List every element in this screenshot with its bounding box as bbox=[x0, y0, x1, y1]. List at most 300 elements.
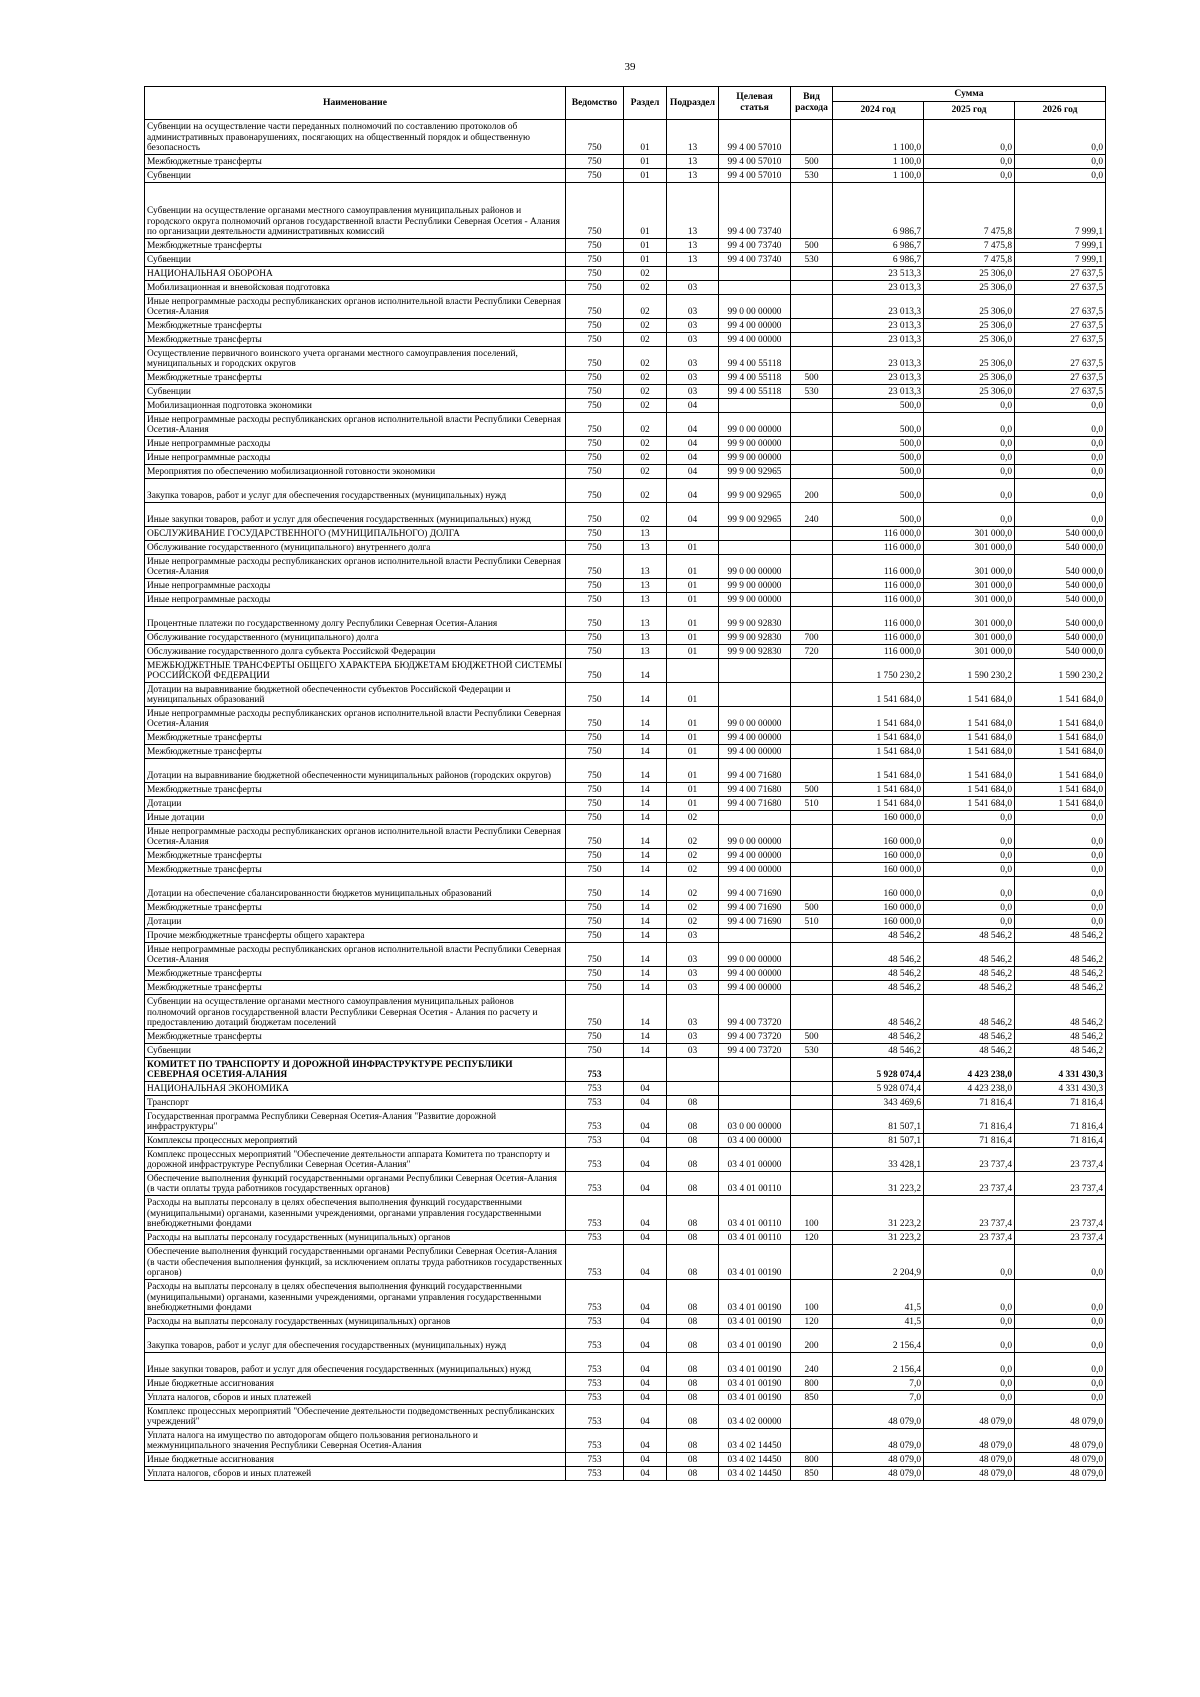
row-type: 530 bbox=[791, 1044, 833, 1058]
row-value-2026: 1 541 684,0 bbox=[1015, 731, 1106, 745]
row-target: 03 4 02 14450 bbox=[719, 1467, 791, 1481]
row-target: 03 4 01 00110 bbox=[719, 1196, 791, 1231]
row-target: 99 0 00 00000 bbox=[719, 295, 791, 319]
row-value-2026: 0,0 bbox=[1015, 479, 1106, 503]
row-value-2025: 301 000,0 bbox=[924, 579, 1015, 593]
row-name: Иные бюджетные ассигнования bbox=[145, 1377, 566, 1391]
row-value-2024: 48 079,0 bbox=[833, 1405, 924, 1429]
row-dept: 753 bbox=[566, 1148, 624, 1172]
row-value-2024: 160 000,0 bbox=[833, 901, 924, 915]
table-row bbox=[145, 1405, 1106, 1429]
table-row bbox=[145, 981, 1106, 995]
row-name: Расходы на выплаты персоналу в целях обеспечения выполнения функций государственными (муниципальными) органами, казенными учреждениями, органами управления государственными внебюджетными фондами bbox=[145, 1196, 566, 1231]
row-value-2025: 48 079,0 bbox=[924, 1453, 1015, 1467]
row-target: 99 4 00 73720 bbox=[719, 1030, 791, 1044]
row-value-2024: 23 013,3 bbox=[833, 385, 924, 399]
row-value-2026: 23 737,4 bbox=[1015, 1172, 1106, 1196]
table-row bbox=[145, 1245, 1106, 1280]
row-value-2026: 0,0 bbox=[1015, 451, 1106, 465]
row-value-2024: 31 223,2 bbox=[833, 1196, 924, 1231]
header-sum: Сумма bbox=[833, 87, 1106, 102]
row-type bbox=[791, 399, 833, 413]
row-dept: 750 bbox=[566, 120, 624, 155]
row-target: 99 4 00 71680 bbox=[719, 783, 791, 797]
row-dept: 750 bbox=[566, 267, 624, 281]
row-value-2024: 160 000,0 bbox=[833, 811, 924, 825]
row-name: Мобилизационная и вневойсковая подготовка bbox=[145, 281, 566, 295]
row-value-2024: 1 541 684,0 bbox=[833, 759, 924, 783]
row-subsection: 01 bbox=[667, 541, 719, 555]
row-target: 99 4 00 57010 bbox=[719, 169, 791, 183]
row-dept: 750 bbox=[566, 593, 624, 607]
row-name: Иные непрограммные расходы bbox=[145, 593, 566, 607]
table-row bbox=[145, 465, 1106, 479]
row-section: 04 bbox=[624, 1134, 667, 1148]
row-target bbox=[719, 1058, 791, 1082]
row-value-2024: 1 541 684,0 bbox=[833, 783, 924, 797]
header-type: Вид расхода bbox=[791, 87, 833, 120]
row-section: 14 bbox=[624, 849, 667, 863]
page-number: 39 bbox=[624, 61, 636, 73]
row-value-2026: 27 637,5 bbox=[1015, 385, 1106, 399]
row-value-2025: 48 546,2 bbox=[924, 981, 1015, 995]
row-target: 99 4 00 00000 bbox=[719, 863, 791, 877]
row-target: 03 4 02 00000 bbox=[719, 1405, 791, 1429]
row-type bbox=[791, 541, 833, 555]
row-subsection: 01 bbox=[667, 797, 719, 811]
row-name: Иные непрограммные расходы республиканских органов исполнительной власти Республики Северная Осетия-Алания bbox=[145, 707, 566, 731]
row-subsection: 03 bbox=[667, 1030, 719, 1044]
row-target: 03 4 01 00190 bbox=[719, 1391, 791, 1405]
row-value-2024: 500,0 bbox=[833, 437, 924, 451]
row-value-2025: 0,0 bbox=[924, 863, 1015, 877]
row-value-2024: 116 000,0 bbox=[833, 607, 924, 631]
row-section: 02 bbox=[624, 451, 667, 465]
row-target: 03 4 01 00190 bbox=[719, 1329, 791, 1353]
row-value-2026: 48 079,0 bbox=[1015, 1467, 1106, 1481]
row-value-2024: 81 507,1 bbox=[833, 1134, 924, 1148]
row-type bbox=[791, 849, 833, 863]
row-type bbox=[791, 579, 833, 593]
row-section: 02 bbox=[624, 503, 667, 527]
row-value-2024: 1 541 684,0 bbox=[833, 731, 924, 745]
table-row bbox=[145, 825, 1106, 849]
row-type: 240 bbox=[791, 503, 833, 527]
table-row bbox=[145, 1231, 1106, 1245]
row-value-2024: 116 000,0 bbox=[833, 645, 924, 659]
row-value-2024: 160 000,0 bbox=[833, 915, 924, 929]
table-row bbox=[145, 929, 1106, 943]
row-dept: 750 bbox=[566, 479, 624, 503]
row-type bbox=[791, 995, 833, 1030]
row-value-2024: 33 428,1 bbox=[833, 1148, 924, 1172]
row-value-2026: 540 000,0 bbox=[1015, 555, 1106, 579]
row-name: Межбюджетные трансферты bbox=[145, 319, 566, 333]
row-value-2026: 0,0 bbox=[1015, 169, 1106, 183]
table-row bbox=[145, 645, 1106, 659]
row-value-2025: 23 737,4 bbox=[924, 1231, 1015, 1245]
row-value-2026: 0,0 bbox=[1015, 399, 1106, 413]
row-value-2024: 23 013,3 bbox=[833, 319, 924, 333]
header-subsection: Подраздел bbox=[667, 87, 719, 120]
row-target: 99 4 00 55118 bbox=[719, 385, 791, 399]
row-value-2026: 540 000,0 bbox=[1015, 541, 1106, 555]
row-subsection: 03 bbox=[667, 995, 719, 1030]
row-value-2026: 27 637,5 bbox=[1015, 267, 1106, 281]
row-dept: 753 bbox=[566, 1429, 624, 1453]
row-target: 99 4 00 73720 bbox=[719, 1044, 791, 1058]
row-section: 04 bbox=[624, 1391, 667, 1405]
row-value-2026: 1 541 684,0 bbox=[1015, 683, 1106, 707]
row-section: 14 bbox=[624, 981, 667, 995]
row-subsection: 04 bbox=[667, 399, 719, 413]
table-row bbox=[145, 811, 1106, 825]
row-value-2025: 25 306,0 bbox=[924, 347, 1015, 371]
table-row bbox=[145, 607, 1106, 631]
row-dept: 753 bbox=[566, 1058, 624, 1082]
row-target: 03 4 01 00000 bbox=[719, 1148, 791, 1172]
row-section: 13 bbox=[624, 579, 667, 593]
row-name: Иные дотации bbox=[145, 811, 566, 825]
row-target: 03 4 02 14450 bbox=[719, 1453, 791, 1467]
table-row bbox=[145, 877, 1106, 901]
row-value-2025: 71 816,4 bbox=[924, 1110, 1015, 1134]
row-target: 99 4 00 71690 bbox=[719, 915, 791, 929]
row-subsection: 03 bbox=[667, 333, 719, 347]
row-value-2024: 23 013,3 bbox=[833, 281, 924, 295]
row-section: 02 bbox=[624, 371, 667, 385]
row-value-2024: 23 513,3 bbox=[833, 267, 924, 281]
row-name: Дотации bbox=[145, 915, 566, 929]
row-dept: 750 bbox=[566, 253, 624, 267]
row-value-2024: 500,0 bbox=[833, 465, 924, 479]
row-value-2026: 71 816,4 bbox=[1015, 1110, 1106, 1134]
row-subsection: 08 bbox=[667, 1110, 719, 1134]
row-subsection: 04 bbox=[667, 479, 719, 503]
row-section: 02 bbox=[624, 267, 667, 281]
table-row bbox=[145, 683, 1106, 707]
row-section: 13 bbox=[624, 593, 667, 607]
table-row bbox=[145, 541, 1106, 555]
row-type bbox=[791, 281, 833, 295]
row-subsection: 01 bbox=[667, 579, 719, 593]
row-value-2025: 0,0 bbox=[924, 825, 1015, 849]
row-value-2024: 6 986,7 bbox=[833, 239, 924, 253]
row-dept: 753 bbox=[566, 1134, 624, 1148]
row-name: Государственная программа Республики Северная Осетия-Алания "Развитие дорожной инфраструктуры" bbox=[145, 1110, 566, 1134]
row-name: Дотации bbox=[145, 797, 566, 811]
row-dept: 753 bbox=[566, 1353, 624, 1377]
row-target: 03 4 01 00190 bbox=[719, 1353, 791, 1377]
table-row bbox=[145, 503, 1106, 527]
row-subsection: 01 bbox=[667, 731, 719, 745]
row-type bbox=[791, 707, 833, 731]
row-value-2026: 27 637,5 bbox=[1015, 347, 1106, 371]
row-value-2026: 540 000,0 bbox=[1015, 645, 1106, 659]
table-row bbox=[145, 967, 1106, 981]
row-value-2025: 0,0 bbox=[924, 811, 1015, 825]
row-dept: 753 bbox=[566, 1196, 624, 1231]
row-target: 99 4 00 00000 bbox=[719, 745, 791, 759]
row-section: 14 bbox=[624, 783, 667, 797]
row-target: 99 4 00 57010 bbox=[719, 120, 791, 155]
row-value-2024: 1 541 684,0 bbox=[833, 745, 924, 759]
row-subsection: 01 bbox=[667, 555, 719, 579]
row-value-2025: 0,0 bbox=[924, 1391, 1015, 1405]
row-name: Иные непрограммные расходы bbox=[145, 437, 566, 451]
row-section: 01 bbox=[624, 253, 667, 267]
row-target bbox=[719, 281, 791, 295]
table-row bbox=[145, 281, 1106, 295]
row-target: 99 4 00 00000 bbox=[719, 731, 791, 745]
row-value-2024: 48 546,2 bbox=[833, 967, 924, 981]
row-value-2025: 0,0 bbox=[924, 169, 1015, 183]
row-target: 99 4 00 00000 bbox=[719, 333, 791, 347]
row-section: 02 bbox=[624, 385, 667, 399]
table-row bbox=[145, 943, 1106, 967]
row-value-2025: 25 306,0 bbox=[924, 319, 1015, 333]
row-section: 04 bbox=[624, 1280, 667, 1315]
row-dept: 750 bbox=[566, 659, 624, 683]
row-subsection: 08 bbox=[667, 1467, 719, 1481]
row-value-2024: 500,0 bbox=[833, 479, 924, 503]
row-target: 99 4 00 55118 bbox=[719, 347, 791, 371]
row-section: 13 bbox=[624, 631, 667, 645]
row-target: 99 9 00 92965 bbox=[719, 465, 791, 479]
header-target: Целевая статья bbox=[719, 87, 791, 120]
row-section: 14 bbox=[624, 929, 667, 943]
row-type: 100 bbox=[791, 1280, 833, 1315]
table-row bbox=[145, 659, 1106, 683]
header-year-2024: 2024 год bbox=[833, 102, 924, 120]
table-row bbox=[145, 745, 1106, 759]
row-target bbox=[719, 541, 791, 555]
row-value-2024: 116 000,0 bbox=[833, 593, 924, 607]
row-target: 99 9 00 92830 bbox=[719, 607, 791, 631]
row-subsection: 08 bbox=[667, 1315, 719, 1329]
row-name: Иные непрограммные расходы республиканских органов исполнительной власти Республики Северная Осетия-Алания bbox=[145, 295, 566, 319]
row-value-2025: 23 737,4 bbox=[924, 1148, 1015, 1172]
table-row bbox=[145, 1315, 1106, 1329]
row-value-2026: 0,0 bbox=[1015, 155, 1106, 169]
row-type bbox=[791, 607, 833, 631]
row-value-2024: 116 000,0 bbox=[833, 541, 924, 555]
row-value-2026: 48 546,2 bbox=[1015, 943, 1106, 967]
row-type: 500 bbox=[791, 155, 833, 169]
row-section: 01 bbox=[624, 183, 667, 239]
row-name: Иные непрограммные расходы республиканских органов исполнительной власти Республики Северная Осетия-Алания bbox=[145, 555, 566, 579]
budget-table bbox=[144, 86, 1106, 1481]
row-target: 03 4 00 00000 bbox=[719, 1134, 791, 1148]
row-name: Мероприятия по обеспечению мобилизационной готовности экономики bbox=[145, 465, 566, 479]
row-type bbox=[791, 683, 833, 707]
table-row bbox=[145, 413, 1106, 437]
row-target: 99 4 00 00000 bbox=[719, 849, 791, 863]
table-row bbox=[145, 120, 1106, 155]
row-value-2024: 6 986,7 bbox=[833, 183, 924, 239]
row-type bbox=[791, 929, 833, 943]
row-value-2024: 500,0 bbox=[833, 503, 924, 527]
table-row bbox=[145, 347, 1106, 371]
row-section: 14 bbox=[624, 825, 667, 849]
row-value-2024: 1 541 684,0 bbox=[833, 707, 924, 731]
row-subsection: 08 bbox=[667, 1172, 719, 1196]
row-section: 13 bbox=[624, 645, 667, 659]
row-value-2026: 4 331 430,3 bbox=[1015, 1058, 1106, 1082]
row-type: 720 bbox=[791, 645, 833, 659]
row-target: 03 0 00 00000 bbox=[719, 1110, 791, 1134]
row-name: Процентные платежи по государственному долгу Республики Северная Осетия-Алания bbox=[145, 607, 566, 631]
table-row bbox=[145, 915, 1106, 929]
row-target: 99 4 00 00000 bbox=[719, 319, 791, 333]
row-section: 14 bbox=[624, 901, 667, 915]
row-target: 99 9 00 92965 bbox=[719, 503, 791, 527]
row-value-2026: 0,0 bbox=[1015, 1377, 1106, 1391]
row-name: Расходы на выплаты персоналу в целях обеспечения выполнения функций государственными (муниципальными) органами, казенными учреждениями, органами управления государственными внебюджетными фондами bbox=[145, 1280, 566, 1315]
row-value-2025: 25 306,0 bbox=[924, 267, 1015, 281]
row-target: 99 4 00 73740 bbox=[719, 253, 791, 267]
row-section: 02 bbox=[624, 281, 667, 295]
row-name: Комплекс процессных мероприятий "Обеспечение деятельности подведомственных республиканских учреждений" bbox=[145, 1405, 566, 1429]
row-name: Субвенции на осуществление части переданных полномочий по составлению протоколов об административных правонарушениях, посягающих на общественный порядок и общественную безопасность bbox=[145, 120, 566, 155]
row-value-2025: 71 816,4 bbox=[924, 1134, 1015, 1148]
row-value-2025: 0,0 bbox=[924, 451, 1015, 465]
table-row bbox=[145, 1467, 1106, 1481]
row-subsection: 02 bbox=[667, 915, 719, 929]
row-target: 99 9 00 92830 bbox=[719, 631, 791, 645]
row-target: 99 0 00 00000 bbox=[719, 825, 791, 849]
row-type: 530 bbox=[791, 385, 833, 399]
row-value-2025: 48 079,0 bbox=[924, 1467, 1015, 1481]
row-type bbox=[791, 333, 833, 347]
row-value-2025: 48 546,2 bbox=[924, 967, 1015, 981]
row-target: 03 4 01 00190 bbox=[719, 1245, 791, 1280]
row-section: 02 bbox=[624, 295, 667, 319]
row-value-2026: 0,0 bbox=[1015, 1315, 1106, 1329]
row-subsection: 04 bbox=[667, 465, 719, 479]
row-value-2024: 500,0 bbox=[833, 399, 924, 413]
row-value-2024: 48 546,2 bbox=[833, 943, 924, 967]
row-target bbox=[719, 267, 791, 281]
row-section: 14 bbox=[624, 967, 667, 981]
row-type bbox=[791, 1405, 833, 1429]
row-type: 850 bbox=[791, 1467, 833, 1481]
table-row bbox=[145, 783, 1106, 797]
row-value-2024: 23 013,3 bbox=[833, 295, 924, 319]
row-value-2024: 7,0 bbox=[833, 1377, 924, 1391]
row-dept: 750 bbox=[566, 1030, 624, 1044]
row-section: 04 bbox=[624, 1329, 667, 1353]
row-subsection: 03 bbox=[667, 319, 719, 333]
row-value-2024: 41,5 bbox=[833, 1280, 924, 1315]
table-row bbox=[145, 1134, 1106, 1148]
row-type: 800 bbox=[791, 1377, 833, 1391]
row-target: 99 4 00 73720 bbox=[719, 995, 791, 1030]
row-value-2024: 48 546,2 bbox=[833, 929, 924, 943]
row-name: Уплата налогов, сборов и иных платежей bbox=[145, 1391, 566, 1405]
row-value-2025: 0,0 bbox=[924, 120, 1015, 155]
row-type bbox=[791, 120, 833, 155]
row-name: Субвенции на осуществление органами местного самоуправления муниципальных районов и городского округа полномочий органов государственной власти Республики Северная Осетия - Алания по организации деятельности административных комиссий bbox=[145, 183, 566, 239]
row-section: 02 bbox=[624, 333, 667, 347]
row-type bbox=[791, 1429, 833, 1453]
row-dept: 750 bbox=[566, 707, 624, 731]
table-row bbox=[145, 267, 1106, 281]
row-subsection: 08 bbox=[667, 1405, 719, 1429]
row-value-2026: 71 816,4 bbox=[1015, 1096, 1106, 1110]
row-value-2024: 41,5 bbox=[833, 1315, 924, 1329]
row-target bbox=[719, 811, 791, 825]
row-name: Закупка товаров, работ и услуг для обеспечения государственных (муниципальных) нужд bbox=[145, 1329, 566, 1353]
row-dept: 750 bbox=[566, 943, 624, 967]
row-target bbox=[719, 683, 791, 707]
row-name: ОБСЛУЖИВАНИЕ ГОСУДАРСТВЕННОГО (МУНИЦИПАЛЬНОГО) ДОЛГА bbox=[145, 527, 566, 541]
row-value-2024: 1 541 684,0 bbox=[833, 797, 924, 811]
row-dept: 750 bbox=[566, 607, 624, 631]
row-value-2026: 0,0 bbox=[1015, 1391, 1106, 1405]
row-value-2026: 540 000,0 bbox=[1015, 527, 1106, 541]
row-subsection: 01 bbox=[667, 759, 719, 783]
row-value-2025: 301 000,0 bbox=[924, 645, 1015, 659]
row-name: Межбюджетные трансферты bbox=[145, 745, 566, 759]
row-subsection: 04 bbox=[667, 437, 719, 451]
row-value-2024: 48 546,2 bbox=[833, 995, 924, 1030]
row-section: 14 bbox=[624, 683, 667, 707]
row-name: Межбюджетные трансферты bbox=[145, 901, 566, 915]
row-target: 99 9 00 92830 bbox=[719, 645, 791, 659]
row-value-2024: 2 204,9 bbox=[833, 1245, 924, 1280]
table-row bbox=[145, 253, 1106, 267]
row-dept: 750 bbox=[566, 731, 624, 745]
row-value-2024: 116 000,0 bbox=[833, 555, 924, 579]
row-value-2026: 48 546,2 bbox=[1015, 981, 1106, 995]
row-dept: 750 bbox=[566, 811, 624, 825]
row-value-2025: 0,0 bbox=[924, 1245, 1015, 1280]
row-section: 02 bbox=[624, 479, 667, 503]
row-subsection: 04 bbox=[667, 451, 719, 465]
row-type: 500 bbox=[791, 371, 833, 385]
row-section: 01 bbox=[624, 155, 667, 169]
row-target: 99 4 00 00000 bbox=[719, 967, 791, 981]
row-value-2024: 160 000,0 bbox=[833, 877, 924, 901]
row-dept: 750 bbox=[566, 783, 624, 797]
row-value-2026: 0,0 bbox=[1015, 863, 1106, 877]
table-row bbox=[145, 183, 1106, 239]
row-type bbox=[791, 1058, 833, 1082]
row-value-2025: 1 541 684,0 bbox=[924, 731, 1015, 745]
row-target bbox=[719, 929, 791, 943]
row-dept: 753 bbox=[566, 1315, 624, 1329]
row-subsection: 03 bbox=[667, 943, 719, 967]
row-subsection: 08 bbox=[667, 1353, 719, 1377]
row-value-2025: 0,0 bbox=[924, 503, 1015, 527]
row-value-2026: 0,0 bbox=[1015, 465, 1106, 479]
table-row bbox=[145, 1030, 1106, 1044]
row-value-2025: 1 541 684,0 bbox=[924, 797, 1015, 811]
row-name: МЕЖБЮДЖЕТНЫЕ ТРАНСФЕРТЫ ОБЩЕГО ХАРАКТЕРА БЮДЖЕТАМ БЮДЖЕТНОЙ СИСТЕМЫ РОССИЙСКОЙ ФЕДЕРАЦИИ bbox=[145, 659, 566, 683]
row-section: 13 bbox=[624, 541, 667, 555]
row-target bbox=[719, 527, 791, 541]
row-dept: 753 bbox=[566, 1172, 624, 1196]
row-target: 99 4 00 71690 bbox=[719, 877, 791, 901]
row-type: 100 bbox=[791, 1196, 833, 1231]
row-value-2026: 23 737,4 bbox=[1015, 1231, 1106, 1245]
row-value-2024: 2 156,4 bbox=[833, 1329, 924, 1353]
row-value-2025: 7 475,8 bbox=[924, 183, 1015, 239]
row-value-2026: 0,0 bbox=[1015, 503, 1106, 527]
row-dept: 750 bbox=[566, 385, 624, 399]
row-subsection: 01 bbox=[667, 707, 719, 731]
